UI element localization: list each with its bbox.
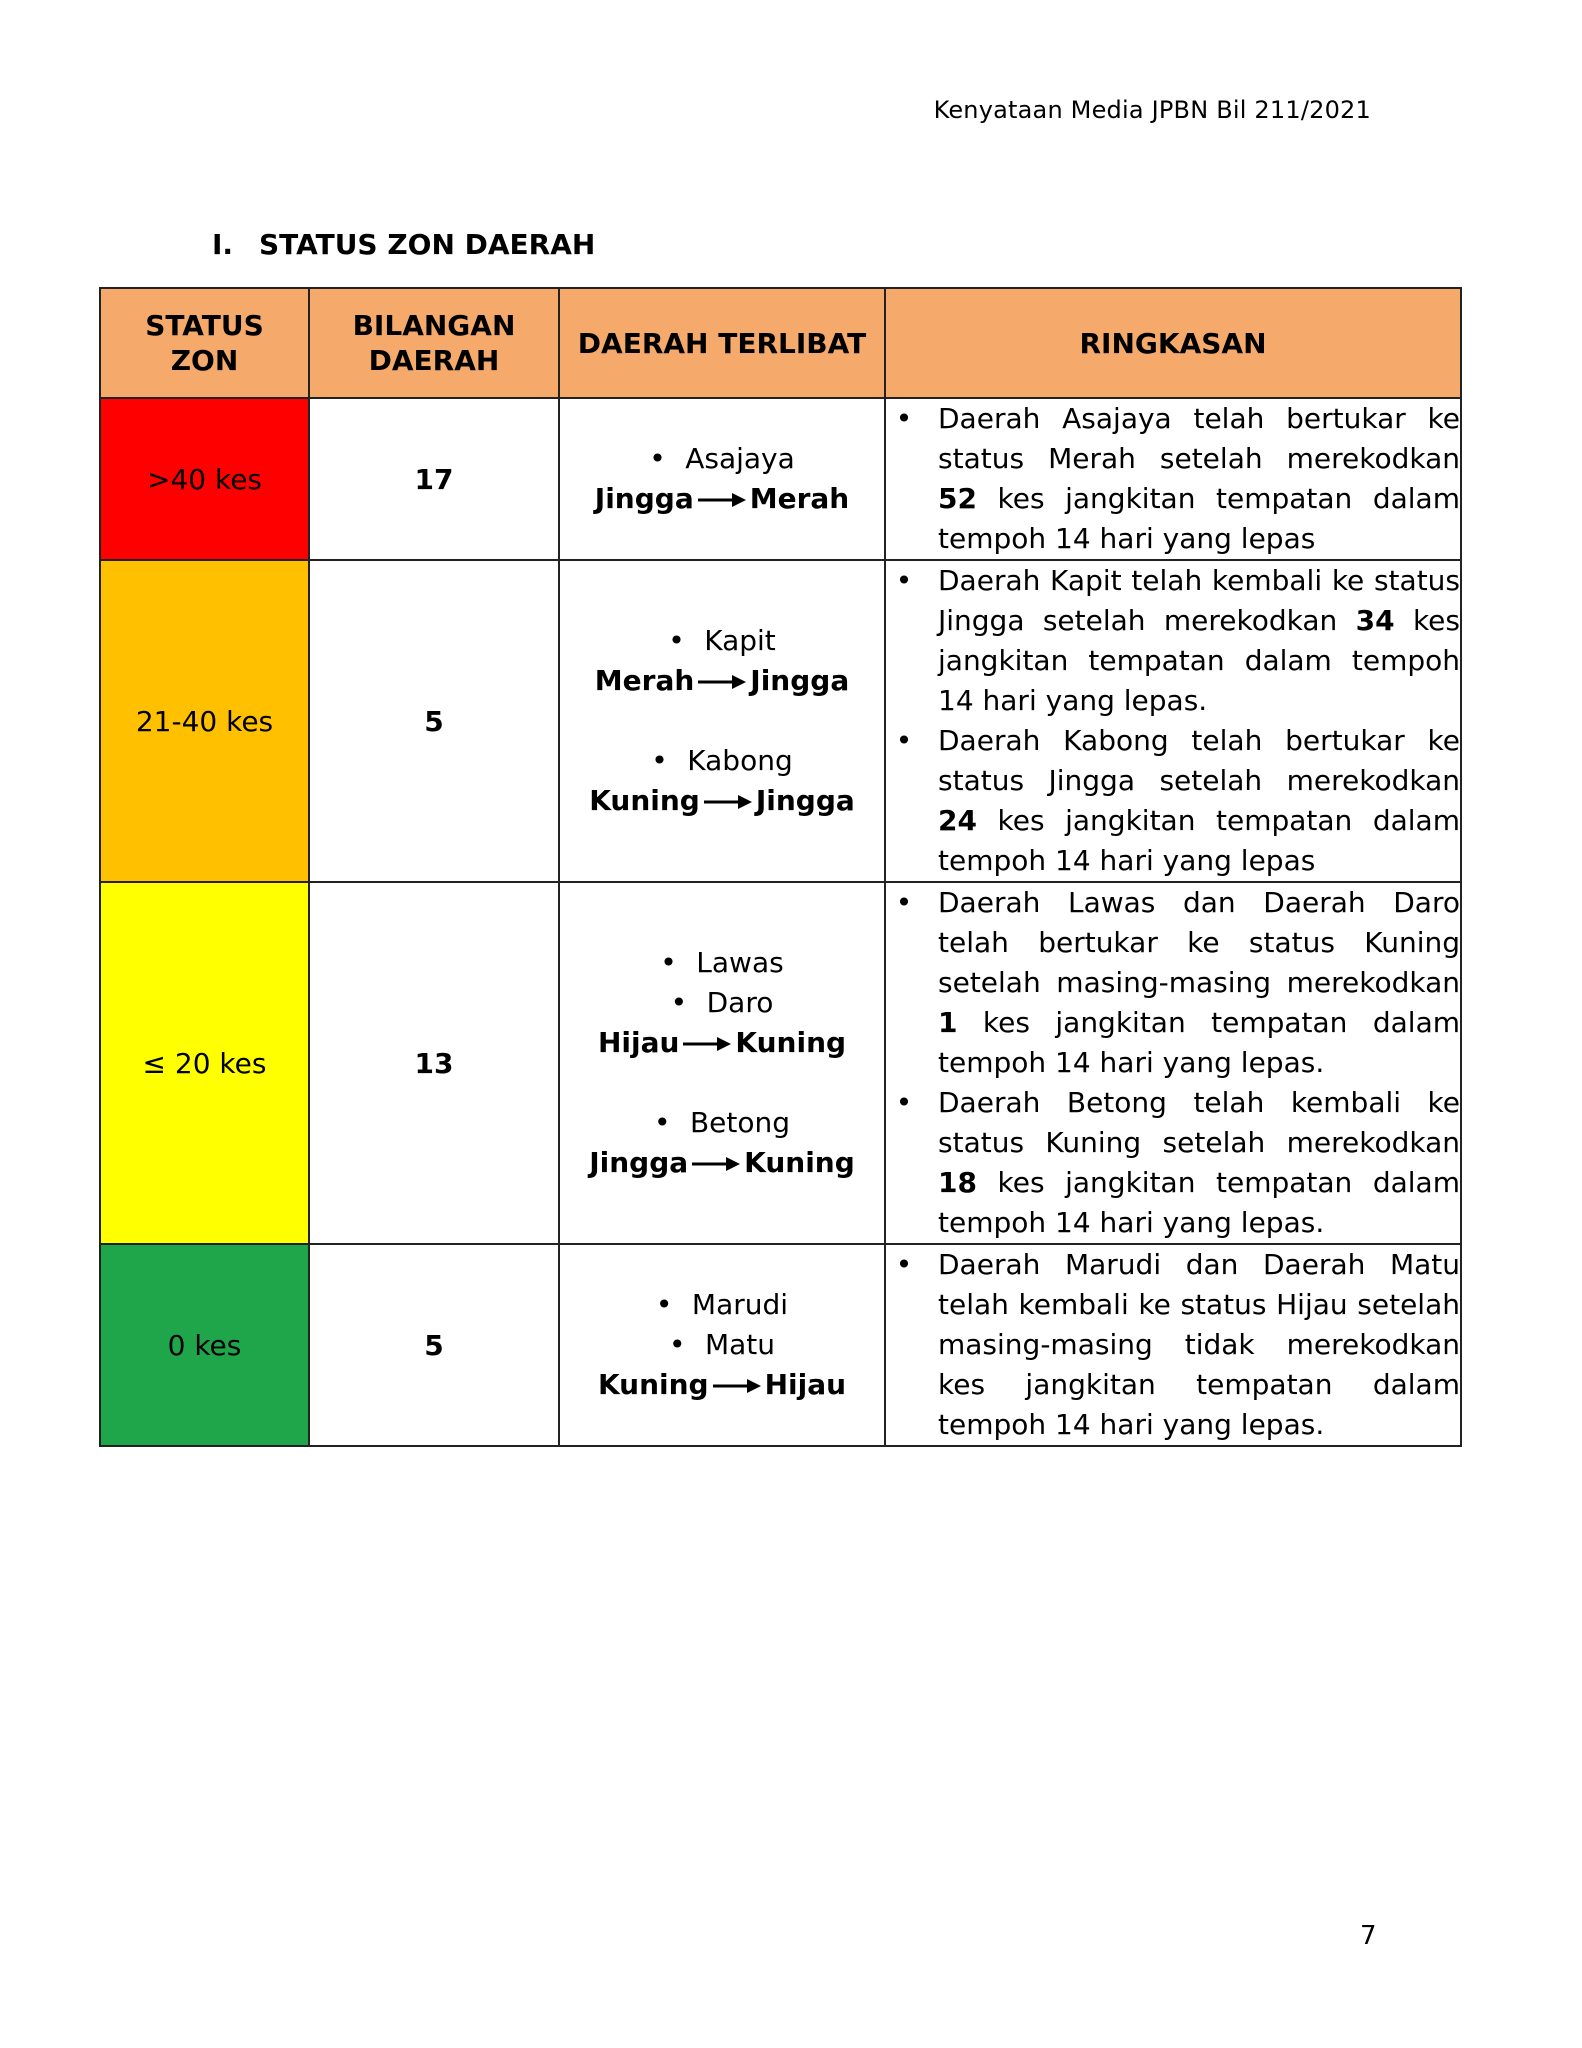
header-count-line1: BILANGAN — [352, 309, 516, 342]
transition-to: Hijau — [764, 1368, 847, 1401]
transition-from: Kuning — [597, 1368, 709, 1401]
bullet-icon: • — [895, 724, 913, 757]
bullet-icon: • — [895, 886, 913, 919]
district-item — [560, 621, 884, 661]
status-transition — [560, 1365, 884, 1405]
summary-cell — [885, 1244, 1461, 1446]
table-row — [100, 1244, 1461, 1446]
header-status-line2: ZON — [170, 344, 239, 377]
section-title — [212, 228, 595, 261]
bullet-icon: • — [895, 564, 913, 597]
arrow-right-icon — [713, 1378, 761, 1394]
status-zone-cell: 21-40 kes — [100, 560, 309, 882]
summary-item — [886, 399, 1460, 559]
summary-text-tail: kes jangkitan tempatan dalam tempoh 14 hari yang lepas — [938, 482, 1460, 555]
district-count-cell: 17 — [309, 398, 559, 560]
case-count: 18 — [938, 1166, 977, 1199]
district-name: Matu — [704, 1328, 776, 1361]
case-count: 24 — [938, 804, 977, 837]
bullet-icon: • — [670, 986, 688, 1019]
bullet-icon: • — [655, 1288, 673, 1321]
table-row — [100, 560, 1461, 882]
arrow-right-icon — [692, 1156, 740, 1172]
page-number: 7 — [1360, 1921, 1377, 1951]
status-zone-cell: 0 kes — [100, 1244, 309, 1446]
status-transition — [560, 661, 884, 701]
districts-cell — [559, 398, 885, 560]
bullet-icon: • — [651, 744, 668, 777]
district-count-cell: 13 — [309, 882, 559, 1244]
district-item — [560, 1285, 884, 1325]
district-item — [560, 983, 884, 1023]
summary-text: Daerah Betong telah kembali ke status Kuning setelah merekodkan — [938, 1086, 1460, 1159]
summary-item — [886, 1083, 1460, 1243]
districts-cell — [559, 1244, 885, 1446]
summary-text: Daerah Kapit telah kembali ke status Jingga setelah merekodkan — [938, 564, 1460, 637]
status-transition — [560, 479, 884, 519]
district-item — [560, 1103, 884, 1143]
summary-list — [886, 1245, 1460, 1445]
transition-to: Kuning — [744, 1146, 855, 1179]
district-name: Betong — [689, 1106, 791, 1139]
bullet-icon: • — [895, 1086, 913, 1119]
transition-from: Kuning — [589, 784, 700, 817]
district-count-cell: 5 — [309, 1244, 559, 1446]
summary-text-tail: kes jangkitan tempatan dalam tempoh 14 hari yang lepas. — [938, 1006, 1460, 1079]
summary-text: Daerah Asajaya telah bertukar ke status Merah setelah merekodkan — [938, 402, 1460, 475]
status-transition — [560, 1023, 884, 1063]
header-reference: Kenyataan Media JPBN Bil 211/2021 — [933, 96, 1371, 124]
case-count: 1 — [938, 1006, 958, 1039]
district-item — [560, 1325, 884, 1365]
table-body — [100, 398, 1461, 1446]
district-name: Lawas — [696, 946, 784, 979]
arrow-right-icon — [698, 674, 746, 690]
district-item — [560, 439, 884, 479]
bullet-icon: • — [649, 442, 666, 475]
group-spacer — [560, 1063, 884, 1103]
zone-status-table — [99, 287, 1462, 1447]
transition-from: Hijau — [597, 1026, 680, 1059]
summary-item — [886, 1245, 1460, 1445]
summary-text: Daerah Kabong telah bertukar ke status Jingga setelah merekodkan — [938, 724, 1460, 797]
summary-text-tail: kes jangkitan tempatan dalam tempoh 14 hari yang lepas. — [938, 1166, 1460, 1239]
summary-item — [886, 721, 1460, 881]
district-name: Kabong — [687, 744, 793, 777]
header-count-line2: DAERAH — [368, 344, 500, 377]
summary-list — [886, 883, 1460, 1243]
status-zone-cell: >40 kes — [100, 398, 309, 560]
district-item — [560, 943, 884, 983]
district-item — [560, 741, 884, 781]
status-transition — [560, 1143, 884, 1183]
summary-cell — [885, 882, 1461, 1244]
bullet-icon: • — [668, 1328, 686, 1361]
bullet-icon: • — [660, 946, 677, 979]
header-ringkasan: RINGKASAN — [885, 288, 1461, 398]
group-spacer — [560, 701, 884, 741]
header-daerah-terlibat: DAERAH TERLIBAT — [559, 288, 885, 398]
status-transition — [560, 781, 884, 821]
case-count: 34 — [1355, 604, 1395, 637]
status-zone-cell: ≤ 20 kes — [100, 882, 309, 1244]
districts-cell — [559, 882, 885, 1244]
arrow-right-icon — [698, 492, 746, 508]
header-status-line1: STATUS — [145, 309, 264, 342]
districts-cell — [559, 560, 885, 882]
district-name: Daro — [706, 986, 774, 1019]
bullet-icon: • — [653, 1106, 671, 1139]
transition-from: Jingga — [594, 482, 694, 515]
bullet-icon: • — [895, 402, 913, 435]
district-count-cell: 5 — [309, 560, 559, 882]
transition-to: Kuning — [735, 1026, 847, 1059]
transition-to: Merah — [749, 482, 850, 515]
table-row — [100, 398, 1461, 560]
district-name: Asajaya — [685, 442, 795, 475]
arrow-right-icon — [683, 1036, 731, 1052]
transition-from: Jingga — [589, 1146, 689, 1179]
bullet-icon: • — [668, 624, 685, 657]
bullet-icon: • — [895, 1248, 913, 1281]
arrow-right-icon — [704, 794, 752, 810]
transition-from: Merah — [594, 664, 695, 697]
table-row — [100, 882, 1461, 1244]
header-status-zon — [100, 288, 309, 398]
summary-item — [886, 883, 1460, 1083]
transition-to: Jingga — [755, 784, 855, 817]
summary-list — [886, 561, 1460, 881]
summary-list — [886, 399, 1460, 559]
district-name: Marudi — [691, 1288, 789, 1321]
section-number: I. — [212, 228, 234, 261]
summary-item — [886, 561, 1460, 721]
district-name: Kapit — [704, 624, 776, 657]
summary-text-tail: kes jangkitan tempatan dalam tempoh 14 hari yang lepas. — [938, 604, 1460, 717]
table-header-row — [100, 288, 1461, 398]
summary-text-tail: kes jangkitan tempatan dalam tempoh 14 hari yang lepas — [938, 804, 1460, 877]
summary-cell — [885, 560, 1461, 882]
summary-text: Daerah Marudi dan Daerah Matu telah kembali ke status Hijau setelah masing-masing tidak merekodkan kes jangkitan tempatan dalam tempoh 14 hari yang lepas. — [938, 1248, 1460, 1441]
summary-text: Daerah Lawas dan Daerah Daro telah bertukar ke status Kuning setelah masing-masing merekodkan — [938, 886, 1460, 999]
case-count: 52 — [938, 482, 977, 515]
summary-cell — [885, 398, 1461, 560]
header-bilangan-daerah — [309, 288, 559, 398]
section-title-text: STATUS ZON DAERAH — [259, 228, 596, 261]
transition-to: Jingga — [750, 664, 850, 697]
